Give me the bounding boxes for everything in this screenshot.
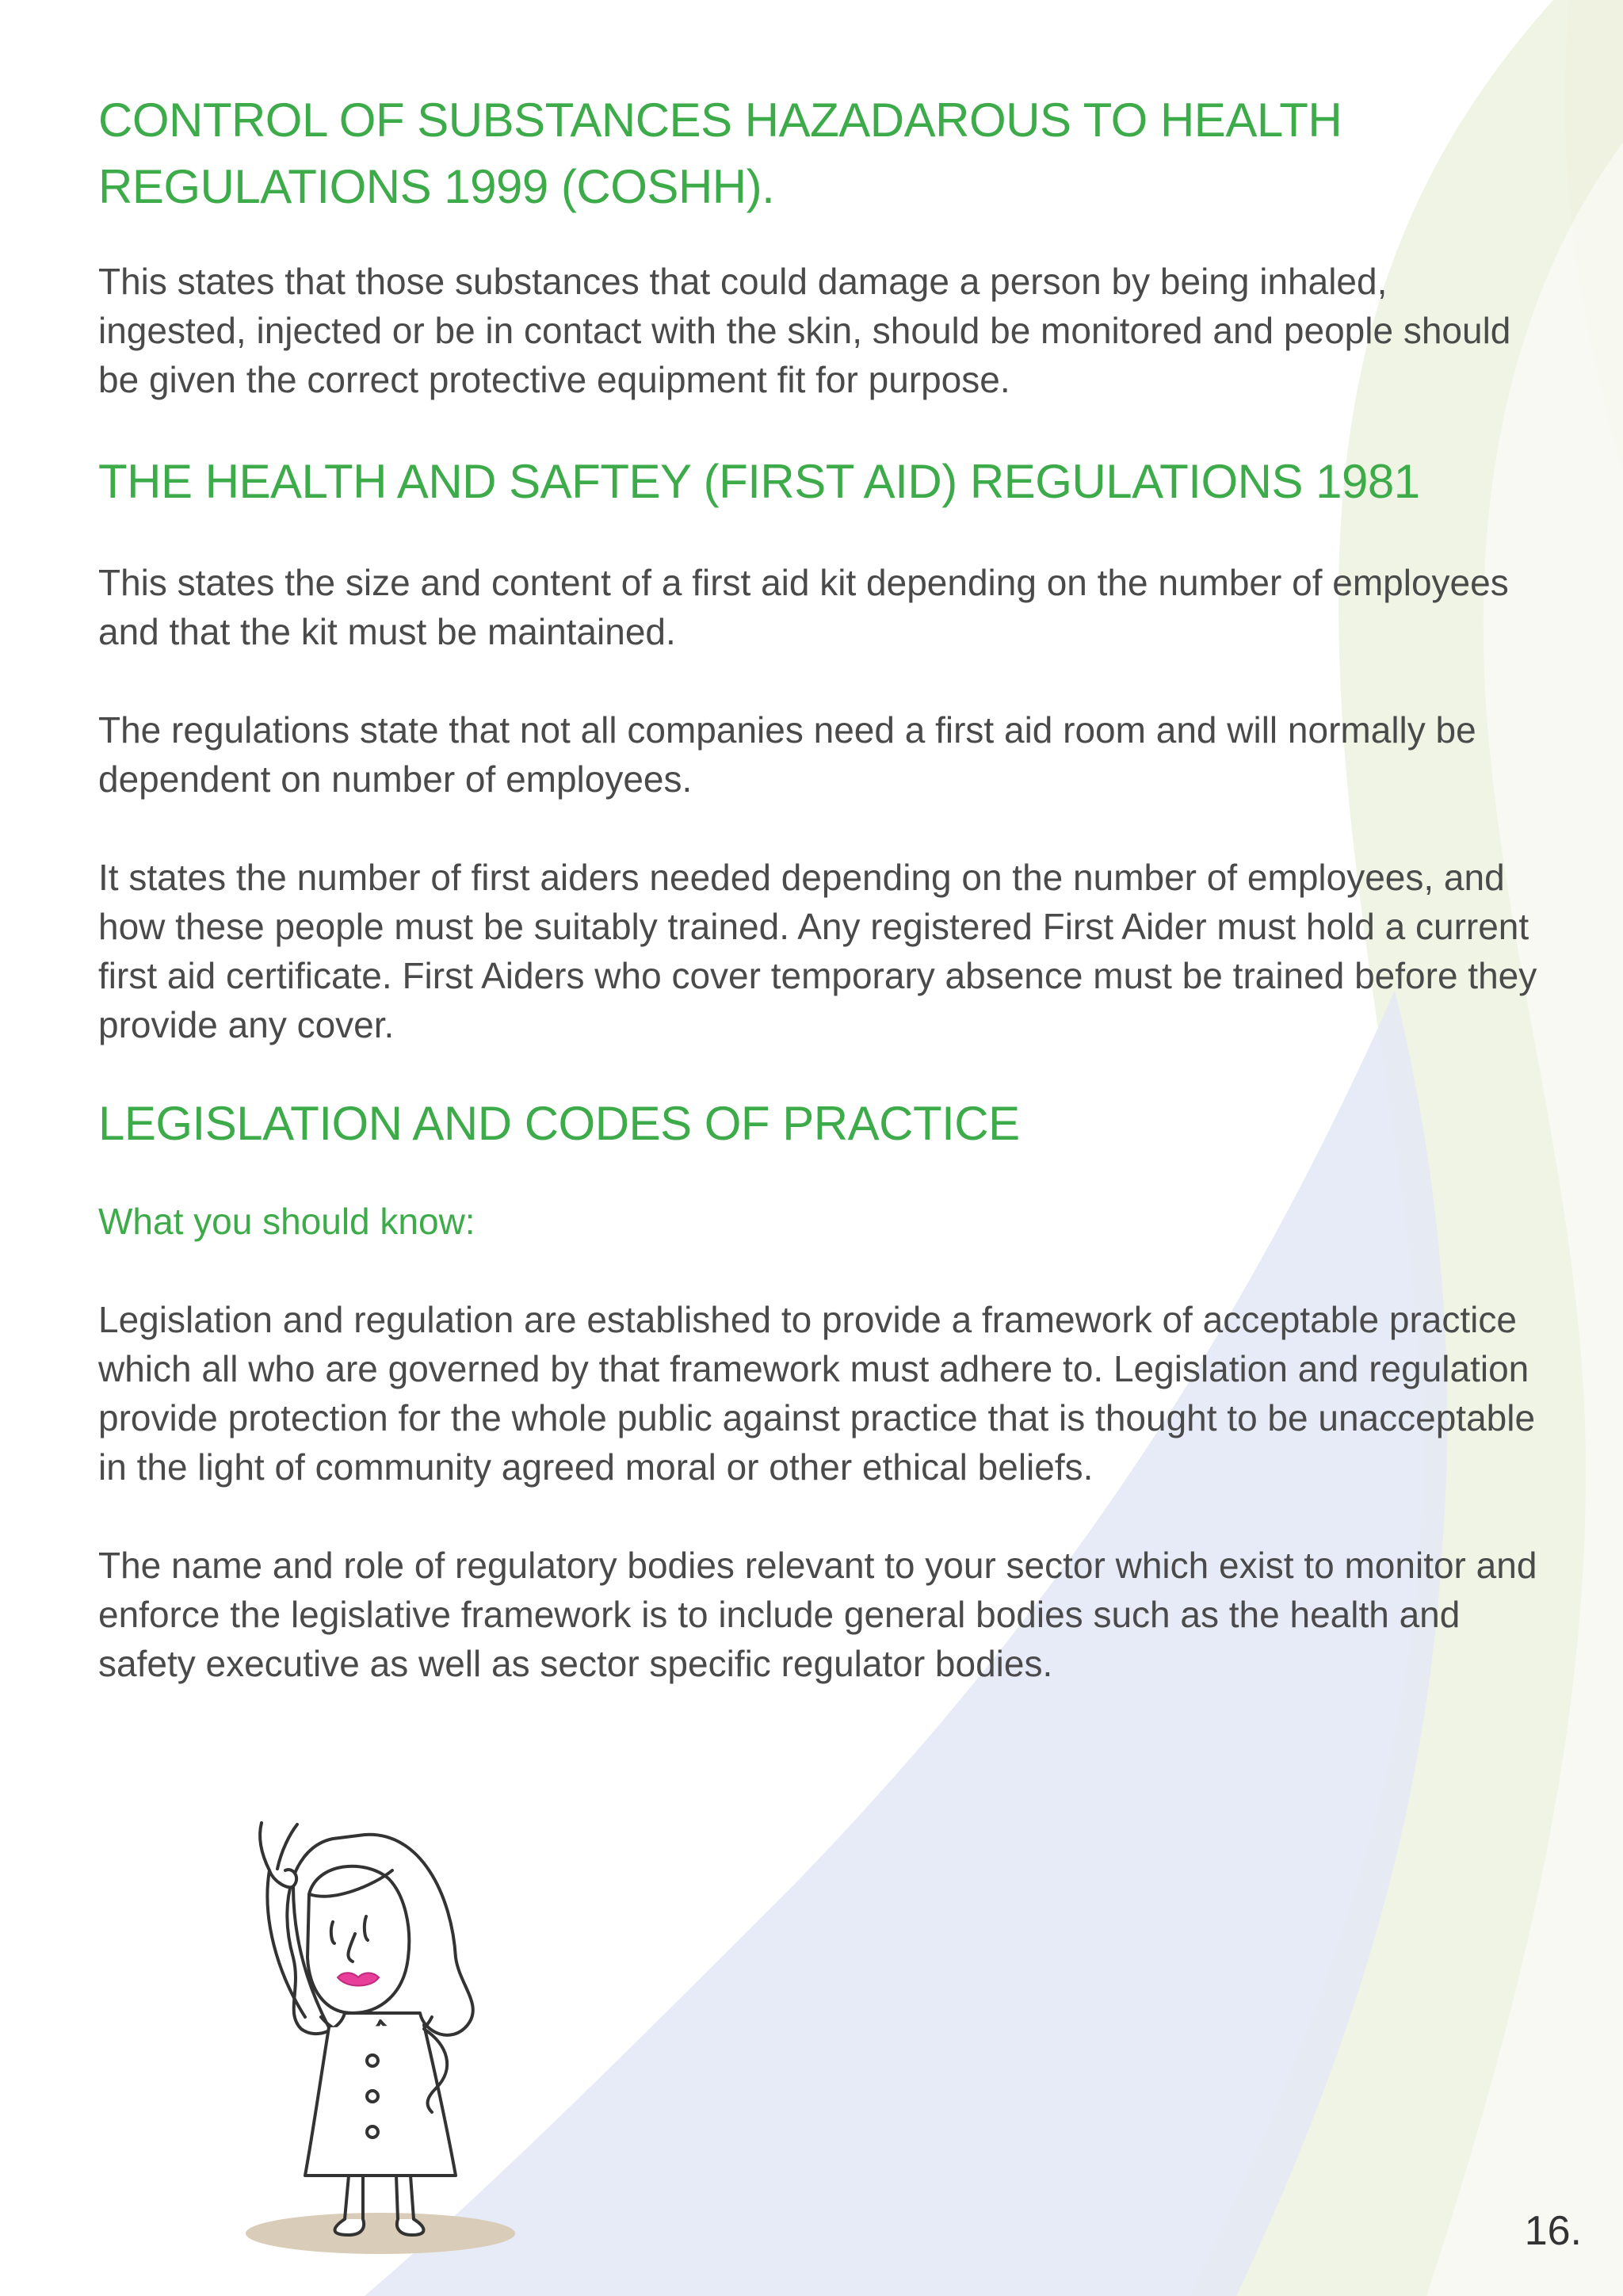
- first-aid-paragraph-1: This states the size and content of a first aid kit depending on the number of employees and that the kit must be maintained.: [98, 562, 1509, 652]
- peace-hand: [260, 1823, 297, 1887]
- first-aid-heading: THE HEALTH AND SAFTEY (FIRST AID) REGULATIONS 1981: [98, 455, 1420, 508]
- right-shoe: [397, 2219, 424, 2235]
- first-aid-paragraph-2: The regulations state that not all companies need a first aid room and will normally be dependent on number of employees.: [98, 709, 1476, 800]
- page-number: 16.: [1524, 2208, 1582, 2254]
- right-leg: [396, 2176, 398, 2219]
- legislation-paragraph-1: Legislation and regulation are established to provide a framework of acceptable practice which all who are governed by that framework must adhere to. Legislation and regulation provide protection for the whole public against practice that is thought to be unacceptable in the light of community agreed moral or other ethical beliefs.: [98, 1299, 1536, 1488]
- coshh-heading: [98, 87, 1541, 220]
- coshh-heading-line1: CONTROL OF SUBSTANCES HAZADAROUS TO HEALTH: [98, 94, 1342, 147]
- legislation-heading: LEGISLATION AND CODES OF PRACTICE: [98, 1097, 1020, 1150]
- left-leg: [345, 2176, 349, 2219]
- dress: [305, 2025, 456, 2176]
- coshh-heading-line2: REGULATIONS 1999 (COSHH).: [98, 160, 775, 213]
- left-shoe: [335, 2219, 365, 2235]
- right-leg-inner: [411, 2176, 414, 2219]
- floor-shadow: [246, 2213, 515, 2254]
- first-aid-paragraph-3: It states the number of first aiders needed depending on the number of employees, and how these people must be suitably trained. Any registered First Aider must hold a current first aid certificate. First Aiders who cover temporary absence must be trained before they provide any cover.: [98, 857, 1537, 1045]
- coshh-paragraph: This states that those substances that could damage a person by being inhaled, ingested, injected or be in contact with the skin, should be monitored and people should be given the correct protective equipment fit for purpose.: [98, 261, 1511, 400]
- legislation-paragraph-2: The name and role of regulatory bodies relevant to your sector which exist to monitor and enforce the legislative framework is to include general bodies such as the health and safety executive as well as sector specific regulator bodies.: [98, 1545, 1537, 1684]
- page-content: [98, 87, 1541, 1688]
- cartoon-woman-peace-sign-icon: [182, 1815, 547, 2275]
- legislation-subheading: What you should know:: [98, 1201, 475, 1242]
